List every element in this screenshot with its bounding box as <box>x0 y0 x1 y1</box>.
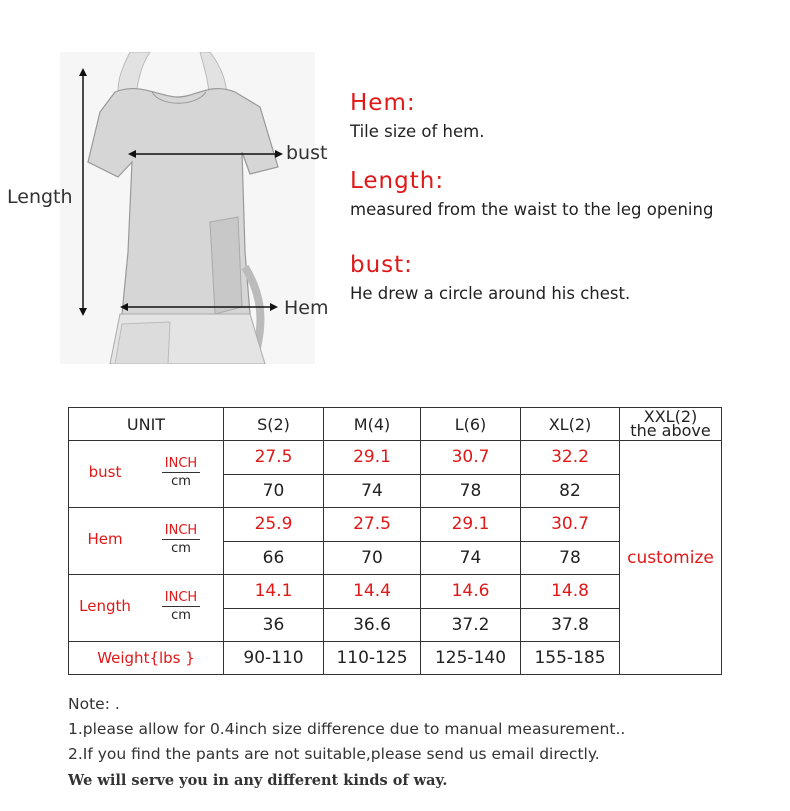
table-cell: 74 <box>421 541 521 575</box>
note-line-3: We will serve you in any different kinds of way. <box>68 772 448 789</box>
unit-cm: cm <box>171 541 191 556</box>
header-xxl-line2: the above <box>630 421 711 440</box>
hem-heading: Hem: <box>350 90 416 116</box>
header-xl: XL(2) <box>521 408 620 441</box>
unit-cm: cm <box>171 608 191 623</box>
header-xxl-line1: XXL(2) <box>643 407 698 426</box>
weight-label: Weight{lbs } <box>69 642 224 675</box>
length-description <box>350 168 713 219</box>
table-cell: 78 <box>521 541 620 575</box>
header-m: M(4) <box>324 408 421 441</box>
table-cell: 25.9 <box>224 508 324 542</box>
note-line-1: 1.please allow for 0.4inch size difference due to manual measurement.. <box>68 720 626 738</box>
hem-unit-cell <box>69 508 224 575</box>
customize-cell: customize <box>620 441 722 675</box>
length-text: measured from the waist to the leg opening <box>350 200 714 219</box>
table-cell: 14.8 <box>521 575 620 609</box>
bust-unit-cell <box>69 441 224 508</box>
table-cell: 125-140 <box>421 642 521 675</box>
length-unit-cell <box>69 575 224 642</box>
table-cell: 78 <box>421 474 521 508</box>
bust-arrow <box>128 147 283 161</box>
tshirt-sketch-image <box>60 52 315 364</box>
length-row-name: Length <box>79 597 131 615</box>
table-cell: 32.2 <box>521 441 620 475</box>
hem-arrow <box>120 300 278 314</box>
unit-inch: INCH <box>162 455 200 473</box>
table-cell: 74 <box>324 474 421 508</box>
table-cell: 36.6 <box>324 608 421 642</box>
table-cell: 110-125 <box>324 642 421 675</box>
table-cell: 14.1 <box>224 575 324 609</box>
unit-fraction <box>162 455 200 490</box>
header-l: L(6) <box>421 408 521 441</box>
table-cell: 27.5 <box>324 508 421 542</box>
bust-row-name: bust <box>88 463 122 481</box>
hem-text: Tile size of hem. <box>350 122 485 141</box>
length-arrow <box>75 68 91 316</box>
bust-description <box>350 252 630 303</box>
length-heading: Length: <box>350 168 445 194</box>
unit-cm: cm <box>171 474 191 489</box>
bust-label: bust <box>286 142 328 164</box>
bust-heading: bust: <box>350 252 413 278</box>
table-cell: 30.7 <box>521 508 620 542</box>
table-cell: 37.8 <box>521 608 620 642</box>
table-cell: 70 <box>224 474 324 508</box>
size-chart-table <box>68 407 722 675</box>
header-unit: UNIT <box>69 408 224 441</box>
unit-inch: INCH <box>162 589 200 607</box>
table-cell: 27.5 <box>224 441 324 475</box>
hem-row-name: Hem <box>87 530 123 548</box>
note-title: Note: . <box>68 695 120 713</box>
note-line-2: 2.If you find the pants are not suitable,please send us email directly. <box>68 745 600 763</box>
header-s: S(2) <box>224 408 324 441</box>
unit-inch: INCH <box>162 522 200 540</box>
table-cell: 30.7 <box>421 441 521 475</box>
hem-label: Hem <box>284 297 329 319</box>
table-header-row <box>69 408 722 441</box>
table-cell: 29.1 <box>421 508 521 542</box>
unit-fraction <box>162 589 200 624</box>
tshirt-sketch-drawing <box>60 52 315 364</box>
table-cell: 155-185 <box>521 642 620 675</box>
table-cell: 29.1 <box>324 441 421 475</box>
bust-text: He drew a circle around his chest. <box>350 284 631 303</box>
header-xxl <box>620 408 722 441</box>
table-cell: 14.4 <box>324 575 421 609</box>
table-cell: 90-110 <box>224 642 324 675</box>
unit-fraction <box>162 522 200 557</box>
table-cell: 37.2 <box>421 608 521 642</box>
table-cell: 70 <box>324 541 421 575</box>
table-cell: 14.6 <box>421 575 521 609</box>
hem-description <box>350 90 484 141</box>
table-row <box>69 441 722 475</box>
notes-section <box>68 695 625 797</box>
table-cell: 66 <box>224 541 324 575</box>
length-label: Length <box>7 186 73 208</box>
table-cell: 36 <box>224 608 324 642</box>
table-cell: 82 <box>521 474 620 508</box>
